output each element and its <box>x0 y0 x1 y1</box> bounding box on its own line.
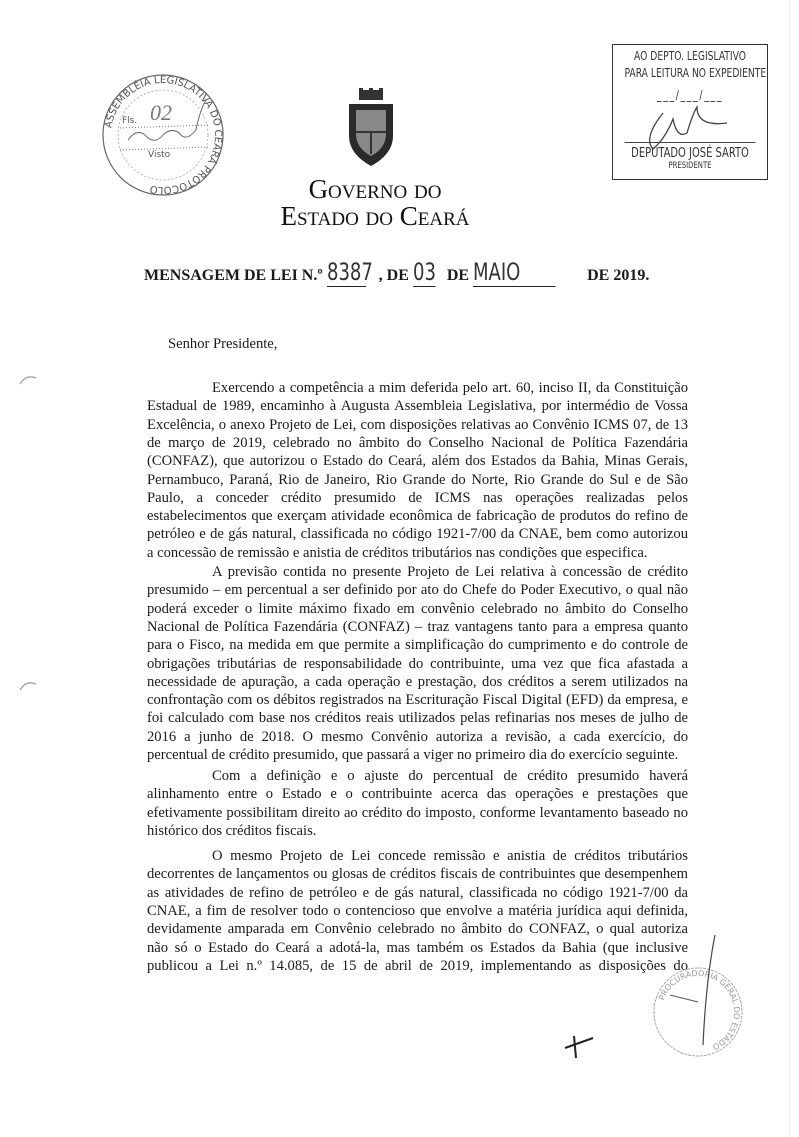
message-year: DE 2019. <box>587 267 650 284</box>
handwritten-mark <box>560 1030 600 1060</box>
paragraph-1-line: estabelecimentos que exerçam atividade econômica de fabricação de produtos do refino de <box>147 508 688 525</box>
paragraph-1-line: Excelência, o anexo Projeto de Lei, com disposições relativas ao Convênio ICMS 07, de 13 <box>147 416 688 433</box>
stamp-ring-text: ASSEMBLÉIA LEGISLATIVA DO CEARÁ PROTOCOLO <box>103 74 224 196</box>
paragraph-1-line: a concessão de remissão e anistia de créditos tributários nas condições que especifica. <box>147 544 648 561</box>
government-name-line1: Governo do <box>308 174 442 204</box>
paragraph-2-line: obrigações tributárias de responsabilidade do contribuinte, uma vez que fica afastada a <box>147 655 688 672</box>
dispatch-stamp <box>612 44 768 180</box>
stamp-role: PRESIDENTE <box>668 161 712 171</box>
paragraph-3-line: histórico dos créditos fiscais. <box>147 822 317 839</box>
paragraph-2-line: necessidade de apuração, a cada operação e prestação, dos créditos a serem utilizados na <box>147 673 688 690</box>
punch-hole-mark <box>18 372 38 386</box>
paragraph-2-line: poderá exceder o limite máximo fixado em convênio celebrado no âmbito do Conselho <box>147 600 688 617</box>
fls-label: Fls. <box>122 116 138 126</box>
salutation: Senhor Presidente, <box>168 336 278 352</box>
assembly-protocol-stamp <box>98 70 228 200</box>
paragraph-2-line: para o Fisco, na medida em que permite a simplificação do cumprimento e do controle de <box>147 637 688 654</box>
paragraph-1-line: Paulo, a conceder crédito presumido de ICMS nas operações realizadas pelos <box>147 489 688 506</box>
stamp-signer: DEPUTADO JOSÉ SARTO <box>625 142 756 161</box>
paragraph-2-line: foi calculado com base nos créditos reais utilizados pelas refinarias nos meses de julho de <box>147 710 688 727</box>
government-name-line2: Estado do Ceará <box>280 201 470 231</box>
paragraph-4-line: as atividades de refino de petróleo e de gás natural, classificada no código 1921-7/00 da <box>147 884 688 901</box>
message-prefix: MENSAGEM DE LEI N.º <box>144 267 323 284</box>
paragraph-4-line: O mesmo Projeto de Lei concede remissão e anistia de créditos tributários <box>212 848 688 864</box>
paragraph-1-line: de março de 2019, celebrado no âmbito do Conselho Nacional de Política Fazendária <box>147 434 688 451</box>
paragraph-1-line: Estadual de 1989, encaminho à Augusta Assembleia Legislativa, por intermédio de Vossa <box>147 398 688 415</box>
paragraph-1-line: Exercendo a competência a mim deferida pelo art. 60, inciso II, da Constituição <box>212 380 688 396</box>
message-day: 03 <box>412 258 436 286</box>
paragraph-1-line: Pernambuco, Paraná, Rio de Janeiro, Rio Grande do Norte, Rio Grande do Sul e de São <box>147 471 688 488</box>
message-title <box>144 258 649 287</box>
paragraph-2-line: percentual de crédito presumido, que passará a viger no primeiro dia do exercício seguinte. <box>147 747 679 763</box>
paragraph-2-line: Nacional de Política Fazendária (CONFAZ) – traz vantagens tanto para a empresa quanto <box>147 618 688 635</box>
paragraph-2-line: presumido – em percentual a ser definido por ato do Chefe do Poder Executivo, o qual não <box>147 582 688 599</box>
message-de1: , DE <box>378 267 409 284</box>
fls-value: 02 <box>150 100 172 125</box>
paragraph-3-line: Com a definição e o ajuste do percentual de crédito presumido haverá <box>212 768 688 784</box>
procuradoria-ring-text: PROCURADORIA GERAL DO ESTADO <box>657 968 742 1052</box>
scan-edge <box>789 0 790 1137</box>
message-de2: DE <box>446 267 470 284</box>
paragraph-1-line: (CONFAZ), que autorizou o Estado do Ceará, além dos Estados da Bahia, Minas Gerais, <box>147 453 688 470</box>
ceara-coat-of-arms-icon <box>345 88 397 168</box>
stamp-date-placeholder: ___/___/___ <box>656 88 724 102</box>
stamp-ring <box>98 70 228 200</box>
paragraph-4-line: não só o Estado do Ceará a adotá-la, mas também os Estados da Bahia (que inclusive <box>147 939 688 956</box>
svg-text:PROCURADORIA GERAL DO ESTADO <box>657 969 741 1052</box>
paragraph-2-line: A previsão contida no presente Projeto de Lei relativa à concessão de crédito <box>212 564 688 580</box>
punch-hole-mark <box>18 678 38 692</box>
paragraph-3-line: efetivamente possibilitam direito ao crédito do imposto, conforme levantamento baseado no <box>147 804 688 821</box>
stamp-line2: PARA LEITURA NO EXPEDIENTE <box>624 66 767 80</box>
paragraph-4-line: CNAE, a fim de resolver todo o contencioso que envolve a matéria jurídica aqui definida, <box>147 902 688 919</box>
stamp-line1: AO DEPTO. LEGISLATIVO <box>634 49 746 63</box>
paragraph-4-line: publicou a Lei n.º 14.085, de 15 de abril de 2019, implementando as disposições do <box>147 957 688 974</box>
paragraph-1-line: petróleo e de gás natural, classificada no código 1921-7/00 da CNAE, bem como autorizou <box>147 526 688 543</box>
paragraph-2-line: 2016 a junho de 2018. O mesmo Convênio autoriza a revisão, a cada exercício, do <box>147 728 688 745</box>
message-number: 8387 <box>326 258 373 286</box>
paragraph-4-line: devidamente amparada em Convênio celebrado no âmbito do CONFAZ, o qual autoriza <box>147 921 688 938</box>
paragraph-3-line: alinhamento entre o Estado e o contribuinte acerca das operações e prestações que <box>147 786 688 803</box>
message-month: MAIO <box>473 258 556 287</box>
visto-label: Visto <box>148 150 171 160</box>
paragraph-2-line: confrontação com os débitos registrados na Escrituração Fiscal Digital (EFD) da empresa, e <box>147 692 688 709</box>
paragraph-4-line: decorrentes de lançamentos ou glosas de créditos fiscais de contribuintes que desempenhem <box>147 866 688 883</box>
procuradoria-stamp <box>640 930 760 1060</box>
